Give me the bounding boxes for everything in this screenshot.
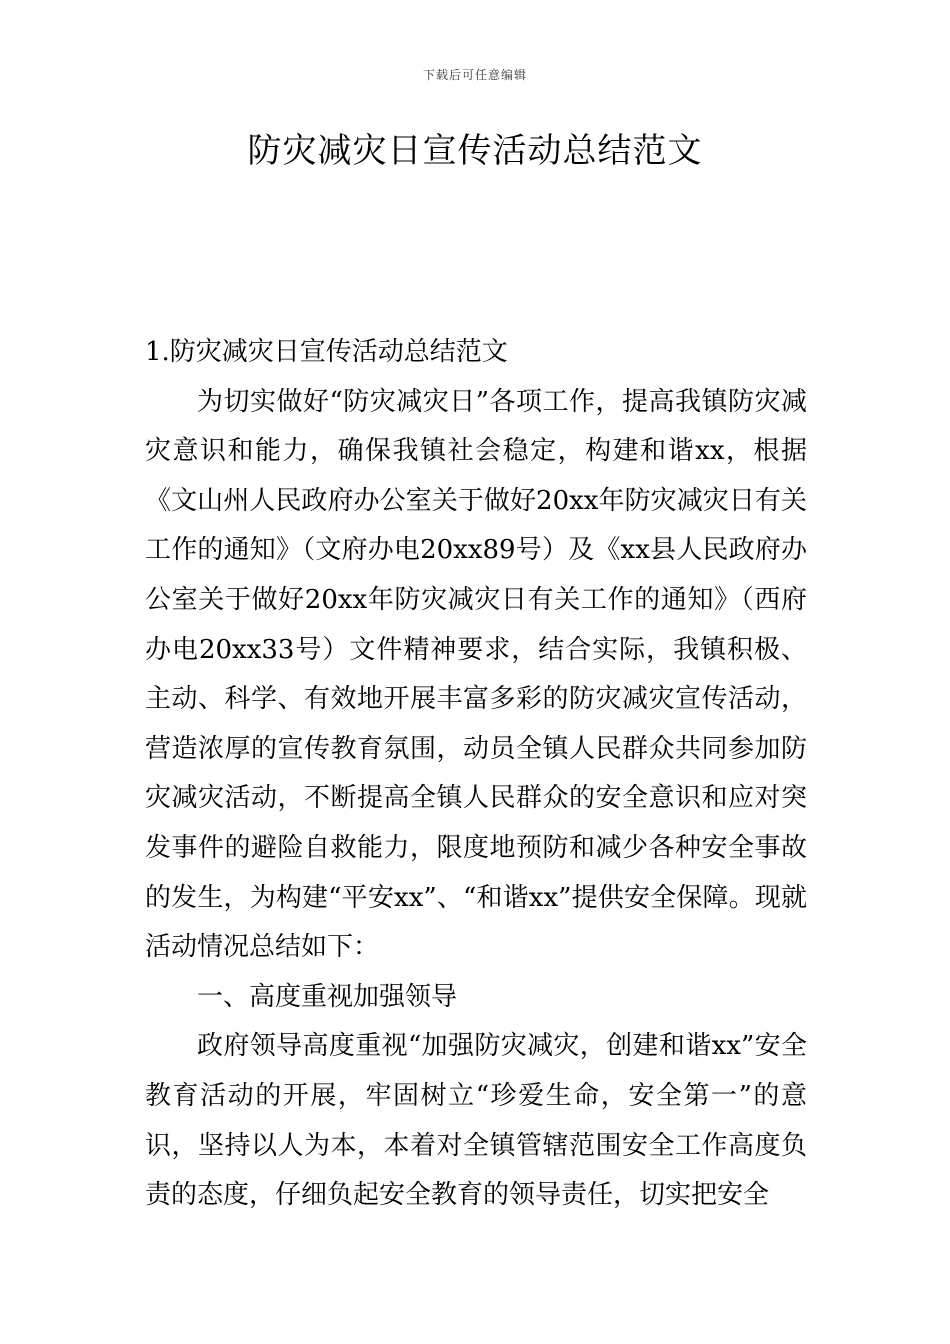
header-note: 下载后可任意编辑 — [422, 68, 527, 82]
document-title: 防灾减灾日宣传活动总结范文 — [247, 131, 703, 171]
paragraph-intro: 为切实做好“防灾减灾日”各项工作，提高我镇防灾减灾意识和能力，确保我镇社会稳定，构建和谐xx，根据《文山州人民政府办公室关于做好20xx年防灾减灾日有关工作的通知》（文府办电20xx89号）及《xx县人民政府办公室关于做好20xx年防灾减灾日有关工作的通知》（西府办电20xx33号）文件精神要求，结合实际，我镇积极、主动、科学、有效地开展丰富多彩的防灾减灾宣传活动，营造浓厚的宣传教育氛围，动员全镇人民群众共同参加防灾减灾活动，不断提高全镇人民群众的安全意识和应对突发事件的避险自救能力，限度地预防和减少各种安全事故的发生，为构建“平安xx”、“和谐xx”提供安全保障。现就活动情况总结如下： — [145, 386, 807, 963]
paragraph-leadership: 政府领导高度重视“加强防灾减灾，创建和谐xx”安全教育活动的开展，牢固树立“珍爱生命，安全第一”的意识，坚持以人为本，本着对全镇管辖范围安全工作高度负责的态度，仔细负起安全教育的领导责任，切实把安全 — [145, 1031, 807, 1211]
document-body — [145, 328, 807, 1221]
section-heading: 1.防灾减灾日宣传活动总结范文 — [145, 337, 508, 367]
subheading-leadership: 一、高度重视加强领导 — [197, 981, 458, 1012]
